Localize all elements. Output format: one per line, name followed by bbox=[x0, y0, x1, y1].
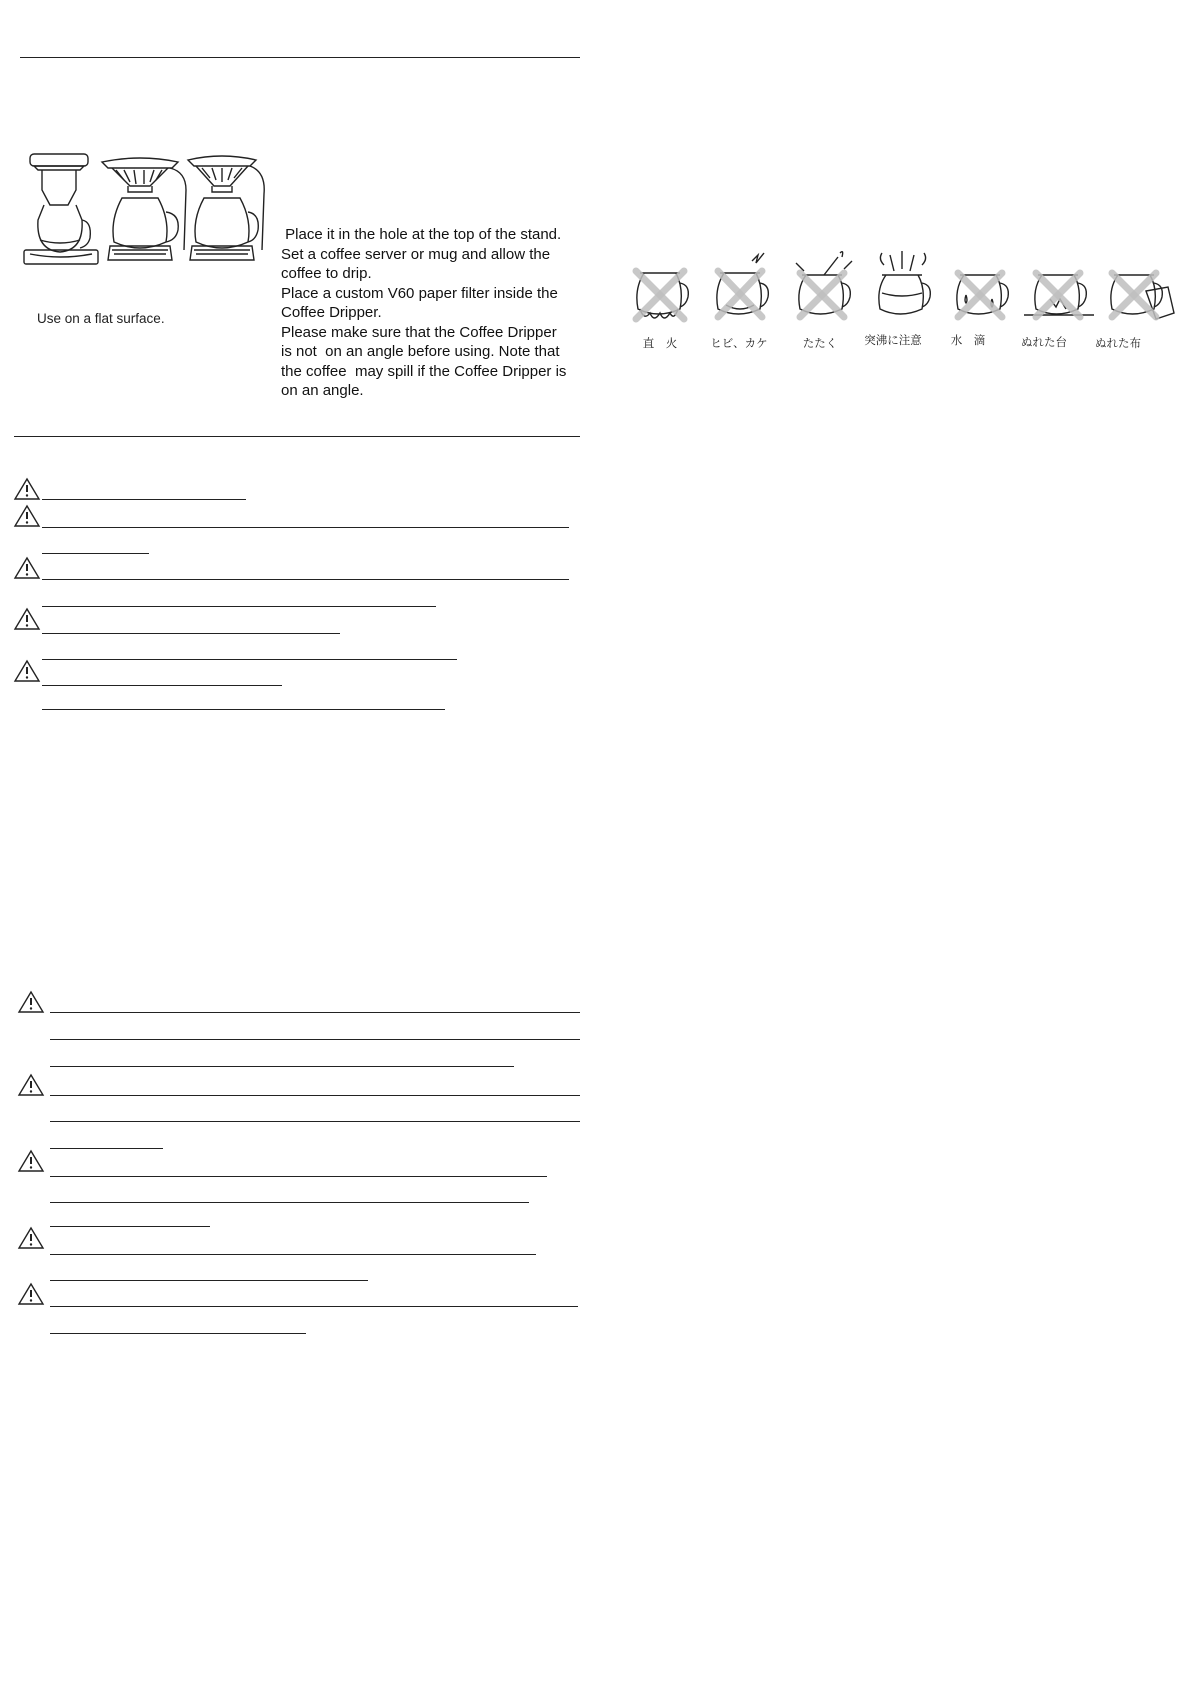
cracks-pictogram bbox=[717, 253, 768, 317]
open-flame-pictogram bbox=[636, 271, 688, 319]
warning-line bbox=[42, 553, 149, 554]
wet-cloth-label: ぬれた布 bbox=[1095, 338, 1141, 350]
warning-line bbox=[42, 606, 436, 607]
dripper-on-server-figure-2 bbox=[188, 156, 264, 260]
warning-icon bbox=[14, 607, 40, 631]
warning-icon bbox=[14, 659, 40, 683]
instruction-line: Set a coffee server or mug and allow the bbox=[281, 245, 551, 263]
warning-line bbox=[50, 1280, 368, 1281]
warning-line bbox=[50, 1148, 163, 1149]
instruction-line: coffee to drip. bbox=[281, 265, 372, 282]
warning-icon bbox=[14, 477, 40, 501]
warning-line bbox=[42, 579, 569, 580]
bumping-boiling-pictogram bbox=[879, 251, 930, 314]
instruction-line: the coffee may spill if the Coffee Dripper is bbox=[281, 362, 567, 380]
flat-surface-caption: Use on a flat surface. bbox=[37, 311, 165, 326]
middle-divider bbox=[14, 436, 580, 437]
wet-cloth-pictogram bbox=[1111, 273, 1174, 319]
water-drops-pictogram bbox=[957, 273, 1008, 317]
instruction-line: Place it in the hole at the top of the stand. bbox=[281, 226, 562, 243]
warning-line bbox=[42, 709, 445, 710]
wet-surface-pictogram bbox=[1024, 273, 1094, 317]
top-divider bbox=[20, 57, 580, 58]
warning-line bbox=[42, 499, 246, 500]
warning-line bbox=[42, 659, 457, 660]
instruction-line: Please make sure that the Coffee Dripper bbox=[281, 323, 557, 341]
dripper-on-server-figure-1 bbox=[102, 158, 186, 260]
warning-line bbox=[50, 1306, 578, 1307]
warning-icon bbox=[18, 1073, 44, 1097]
tapping-label: たたく bbox=[802, 338, 838, 350]
warning-icon bbox=[18, 990, 44, 1014]
wet-surface-label: ぬれた台 bbox=[1021, 337, 1067, 349]
warning-line bbox=[50, 1254, 536, 1255]
warning-line bbox=[42, 527, 569, 528]
warning-line bbox=[50, 1176, 547, 1177]
instruction-line: is not on an angle before using. Note that bbox=[281, 343, 560, 360]
warning-line bbox=[50, 1066, 514, 1067]
warning-line bbox=[42, 685, 282, 686]
instructions-text bbox=[281, 225, 591, 401]
warning-icon bbox=[14, 556, 40, 580]
warning-line bbox=[50, 1333, 306, 1334]
warning-line bbox=[50, 1121, 580, 1122]
stand-on-flat-surface-figure bbox=[24, 154, 98, 264]
warning-line bbox=[50, 1039, 580, 1040]
bumping-label: 突沸に注意 bbox=[864, 335, 922, 347]
instruction-line: Coffee Dripper. bbox=[281, 304, 382, 321]
dripper-stand-illustration bbox=[20, 150, 280, 275]
warning-icon bbox=[18, 1149, 44, 1173]
cracks-label: ヒビ、カケ bbox=[710, 338, 768, 350]
warning-icon bbox=[18, 1282, 44, 1306]
warning-line bbox=[50, 1202, 529, 1203]
warning-line bbox=[42, 633, 340, 634]
instruction-line: Place a custom V60 paper filter inside the bbox=[281, 284, 558, 302]
open-flame-label: 直 火 bbox=[642, 338, 678, 350]
warning-icon bbox=[18, 1226, 44, 1250]
warning-icon bbox=[14, 504, 40, 528]
tapping-pictogram bbox=[796, 252, 852, 317]
instruction-line: on an angle. bbox=[281, 382, 364, 399]
warning-line bbox=[50, 1012, 580, 1013]
water-drops-label: 水 滴 bbox=[950, 335, 986, 347]
warning-line bbox=[50, 1095, 580, 1096]
warning-line bbox=[50, 1226, 210, 1227]
